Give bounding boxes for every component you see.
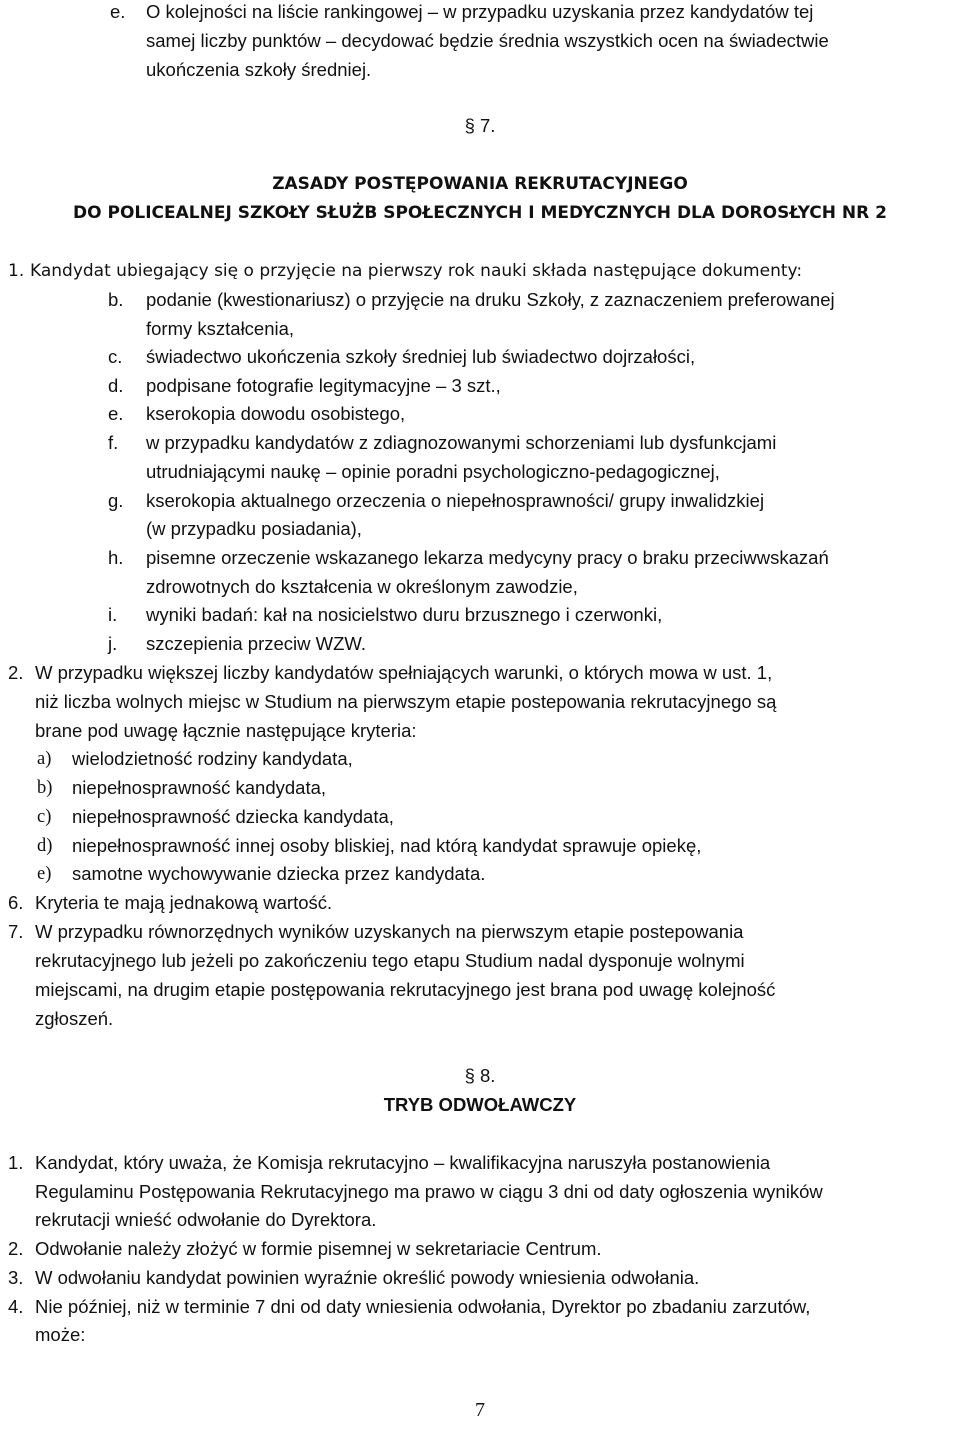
list-item-line: wyniki badań: kał na nosicielstwo duru brzusznego i czerwonki, xyxy=(146,604,663,625)
paragraph-line: miejscami, na drugim etapie postępowania rekrutacyjnego jest brana pod uwagę kolejność xyxy=(35,979,776,1000)
list-item-line: utrudniającymi naukę – opinie poradni psychologiczno-pedagogicznej, xyxy=(146,461,720,482)
paragraph-line: Kandydat, który uważa, że Komisja rekrutacyjno – kwalifikacyjna naruszyła postanowienia xyxy=(35,1152,771,1173)
paragraph-line: Regulaminu Postępowania Rekrutacyjnego ma prawo w ciągu 3 dni od daty ogłoszenia wyników xyxy=(35,1181,823,1202)
list-marker: d. xyxy=(108,375,124,396)
paragraph-line: O kolejności na liście rankingowej – w przypadku uzyskania przez kandydatów tej xyxy=(146,1,814,22)
paragraph-line: zgłoszeń. xyxy=(35,1008,114,1029)
list-item-line: kserokopia aktualnego orzeczenia o niepełnosprawności/ grupy inwalidzkiej xyxy=(146,490,765,511)
list-item-line: świadectwo ukończenia szkoły średniej lub świadectwo dojrzałości, xyxy=(146,346,696,367)
list-marker: f. xyxy=(108,432,119,453)
criteria-marker: d) xyxy=(37,836,53,856)
list-marker: g. xyxy=(108,490,124,511)
list-marker: 7. xyxy=(8,921,24,942)
paragraph-line: brane pod uwagę łącznie następujące kryteria: xyxy=(35,720,417,741)
section-number: § 8. xyxy=(464,1065,496,1086)
list-marker: i. xyxy=(108,604,118,625)
list-marker: e. xyxy=(108,403,124,424)
list-marker: h. xyxy=(108,547,124,568)
paragraph-line: niż liczba wolnych miejsc w Studium na pierwszym etapie postepowania rekrutacyjnego są xyxy=(35,691,777,712)
criteria-item: samotne wychowywanie dziecka przez kandydata. xyxy=(72,863,486,884)
section-title: TRYB ODWOŁAWCZY xyxy=(383,1094,577,1115)
list-item-line: podanie (kwestionariusz) o przyjęcie na druku Szkoły, z zaznaczeniem preferowanej xyxy=(146,289,835,310)
list-marker: 2. xyxy=(8,662,24,683)
list-marker: 1. xyxy=(8,1152,24,1173)
criteria-item: niepełnosprawność innej osoby bliskiej, nad którą kandydat sprawuje opiekę, xyxy=(72,835,702,856)
list-marker: c. xyxy=(108,346,123,367)
list-marker: 2. xyxy=(8,1238,24,1259)
list-item-line: szczepienia przeciw WZW. xyxy=(146,633,366,654)
list-marker: e. xyxy=(110,1,126,22)
section-number: § 7. xyxy=(464,115,496,136)
paragraph-line: rekrutacyjnego lub jeżeli po zakończeniu tego etapu Studium nadal dysponuje wolnymi xyxy=(35,950,745,971)
paragraph-line: może: xyxy=(35,1324,86,1345)
list-item-line: formy kształcenia, xyxy=(146,318,295,339)
list-marker: b. xyxy=(108,289,124,310)
paragraph-line: W przypadku większej liczby kandydatów spełniających warunki, o których mowa w ust. 1, xyxy=(35,662,773,683)
criteria-marker: c) xyxy=(37,807,52,827)
criteria-marker: a) xyxy=(37,749,52,769)
criteria-item: niepełnosprawność dziecka kandydata, xyxy=(72,806,394,827)
paragraph-line: ukończenia szkoły średniej. xyxy=(146,59,372,80)
list-marker: 6. xyxy=(8,892,24,913)
section-title: ZASADY POSTĘPOWANIA REKRUTACYJNEGO xyxy=(272,174,688,194)
paragraph-line: Kryteria te mają jednakową wartość. xyxy=(35,892,333,913)
list-marker: 4. xyxy=(8,1296,24,1317)
list-marker: j. xyxy=(108,633,118,654)
paragraph-line: W przypadku równorzędnych wyników uzyskanych na pierwszym etapie postepowania xyxy=(35,921,744,942)
paragraph-line: Kandydat ubiegający się o przyjęcie na pierwszy rok nauki składa następujące dokumenty: xyxy=(30,261,803,281)
section-title: DO POLICEALNEJ SZKOŁY SŁUŻB SPOŁECZNYCH I MEDYCZNYCH DLA DOROSŁYCH NR 2 xyxy=(73,203,887,223)
list-item-line: w przypadku kandydatów z zdiagnozowanymi schorzeniami lub dysfunkcjami xyxy=(146,432,777,453)
list-marker: 3. xyxy=(8,1267,24,1288)
criteria-item: wielodzietność rodziny kandydata, xyxy=(72,748,353,769)
list-marker: 1. xyxy=(8,261,25,281)
paragraph-line: W odwołaniu kandydat powinien wyraźnie określić powody wniesienia odwołania. xyxy=(35,1267,700,1288)
page-number: 7 xyxy=(475,1399,485,1421)
paragraph-line: Nie później, niż w terminie 7 dni od daty wniesienia odwołania, Dyrektor po zbadaniu zarzutów, xyxy=(35,1296,811,1317)
criteria-marker: e) xyxy=(37,864,52,884)
paragraph-line: rekrutacji wnieść odwołanie do Dyrektora. xyxy=(35,1209,377,1230)
list-item-line: kserokopia dowodu osobistego, xyxy=(146,403,406,424)
list-item-line: zdrowotnych do kształcenia w określonym zawodzie, xyxy=(146,576,578,597)
list-item-line: (w przypadku posiadania), xyxy=(146,518,362,539)
paragraph-line: Odwołanie należy złożyć w formie pisemnej w sekretariacie Centrum. xyxy=(35,1238,602,1259)
criteria-marker: b) xyxy=(37,778,53,798)
criteria-item: niepełnosprawność kandydata, xyxy=(72,777,327,798)
list-item-line: pisemne orzeczenie wskazanego lekarza medycyny pracy o braku przeciwwskazań xyxy=(146,547,829,568)
list-item-line: podpisane fotografie legitymacyjne – 3 szt., xyxy=(146,375,501,396)
paragraph-line: samej liczby punktów – decydować będzie średnia wszystkich ocen na świadectwie xyxy=(146,30,829,51)
